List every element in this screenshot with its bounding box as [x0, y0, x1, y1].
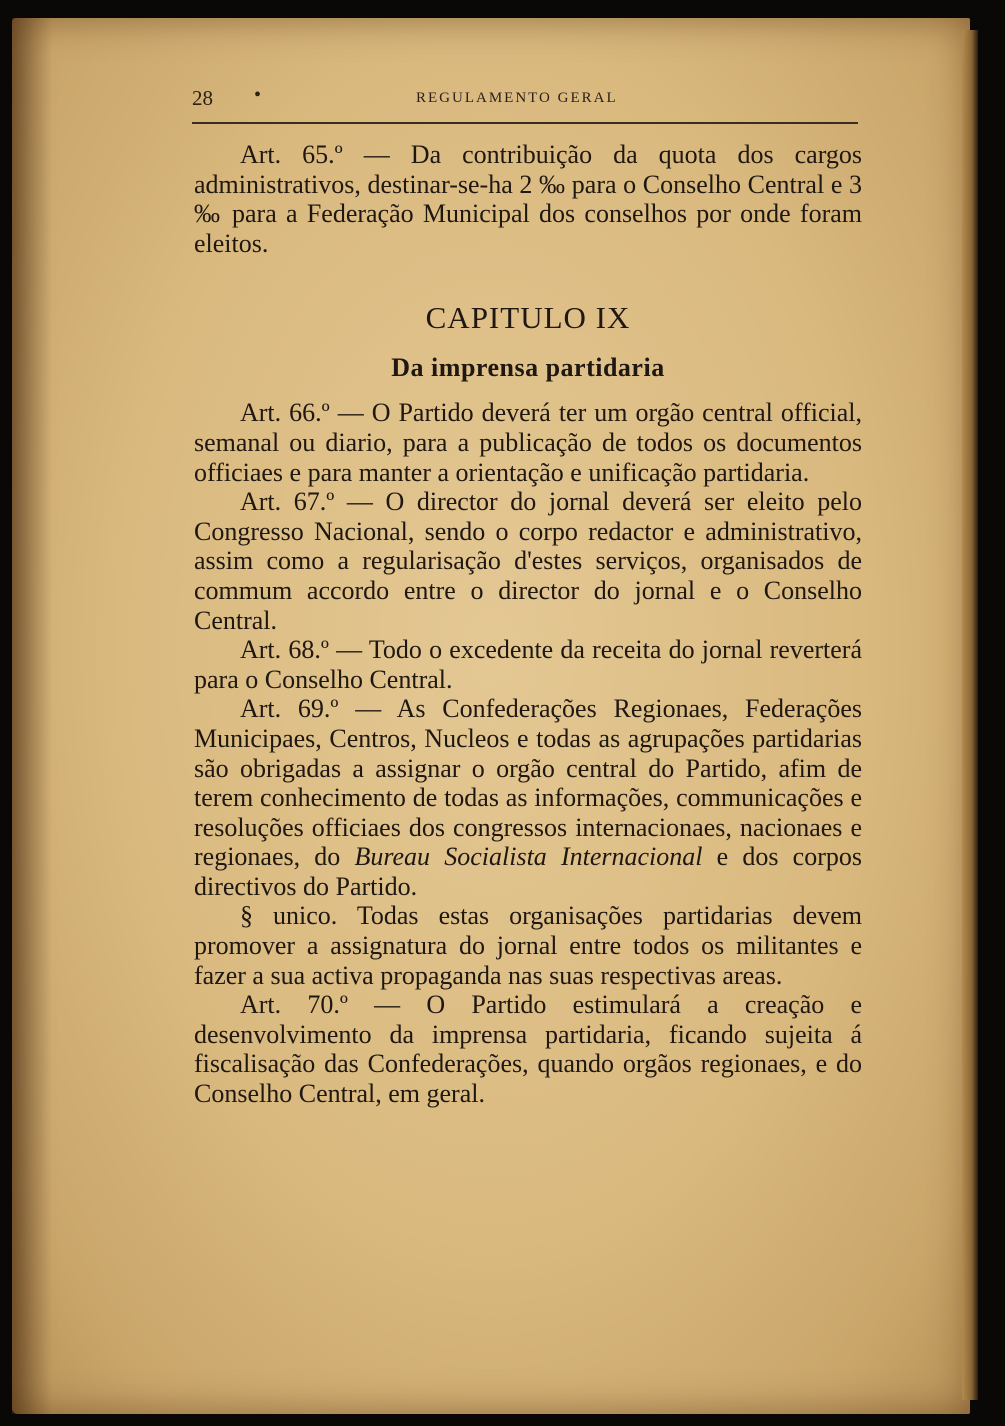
page-body — [194, 140, 862, 1109]
page-header — [192, 82, 860, 116]
chapter-subtitle: Da imprensa partidaria — [391, 353, 665, 383]
article-70: Art. 70.º — O Partido estimulará a creação e desenvolvimento da imprensa partidaria, ficando sujeita á fiscalisação das Confederações, quando orgãos regionaes, e do Conselho Central, em geral. — [194, 990, 862, 1109]
spine-shadow — [12, 18, 52, 1414]
article-69-italic: Bureau Socialista Internacional — [354, 842, 703, 872]
header-bullet: • — [254, 84, 262, 106]
header-rule — [192, 122, 858, 124]
article-65: Art. 65.º — Da contribuição da quota dos cargos administrativos, destinar-se-ha 2 ‰ para o Conselho Central e 3 ‰ para a Federação Municipal dos conselhos por onde foram eleitos. — [194, 140, 862, 258]
article-69-end: e dos corpos directivos do Partido. — [194, 842, 863, 901]
article-69 — [194, 694, 862, 901]
article-66: Art. 66.º — O Partido deverá ter um orgão central official, semanal ou diario, para a publicação de todos os documentos officiaes e para manter a orientação e unificação partidaria. — [194, 398, 862, 487]
article-67: Art. 67.º — O director do jornal deverá ser eleito pelo Congresso Nacional, sendo o corpo redactor e administrativo, assim como a regularisação d'estes serviços, organisados de commum accordo entre o director do jornal e o Conselho Central. — [194, 487, 862, 635]
article-68: Art. 68.º — Todo o excedente da receita do jornal reverterá para o Conselho Central. — [194, 635, 862, 694]
page-edge — [962, 30, 978, 1400]
running-title: REGULAMENTO GERAL — [416, 90, 618, 106]
page-number: 28 — [192, 86, 213, 110]
article-69-text: Art. 69.º — As Confederações Regionaes, Federações Municipaes, Centros, Nucleos e todas as agrupações partidarias são obrigadas a assignar o orgão central do Partido, afim de terem conhecimento de todas as informações, communicações e resoluções officiaes dos congressos internacionaes, nacionaes e regionaes, do — [194, 694, 862, 872]
chapter-title: CAPITULO IX — [425, 300, 631, 336]
paragraph-unico: § unico. Todas estas organisações partidarias devem promover a assignatura do jornal entre todos os militantes e fazer a sua activa propaganda nas suas respectivas areas. — [194, 901, 862, 990]
